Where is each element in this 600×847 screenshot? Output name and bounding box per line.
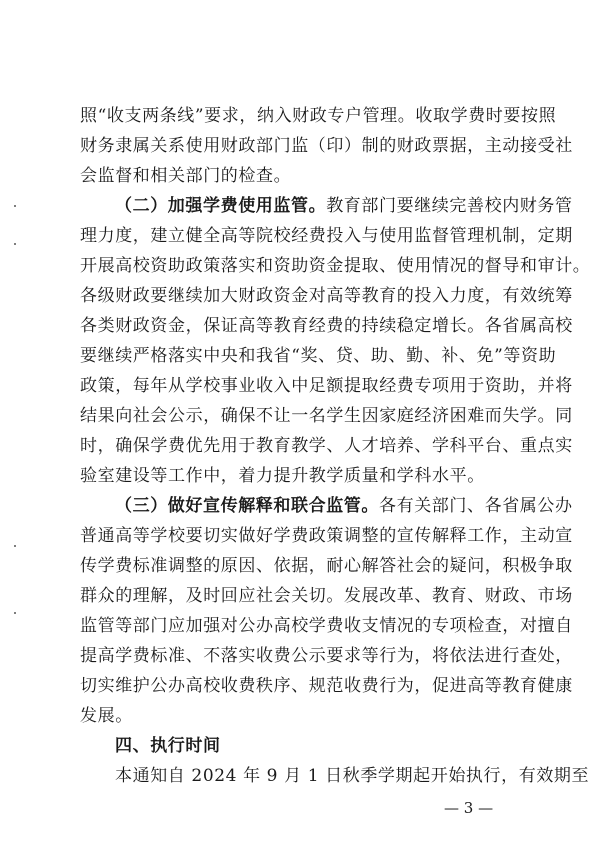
- section-3-first-line-text: 各有关部门、各省属公办: [379, 496, 573, 516]
- body-line: 各级财政要继续加大财政资金对高等教育的投入力度，有效统筹: [80, 286, 573, 306]
- section-3-first-line: [115, 491, 573, 521]
- body-line: 切实维护公办高校收费秩序、规范收费行为，促进高等教育健康: [80, 676, 573, 696]
- body-line: 群众的理解，及时回应社会关切。发展改革、教育、财政、市场: [80, 586, 573, 606]
- section-2-first-line: [115, 191, 573, 221]
- body-line: 监管等部门应加强对公办高校学费收支情况的专项检查，对擅自: [80, 616, 573, 636]
- body-line: 政策，每年从学校事业收入中足额提取经费专项用于资助，并将: [80, 376, 573, 396]
- body-line: 提高学费标准、不落实收费公示要求等行为，将依法进行查处，: [80, 646, 573, 666]
- body-line: 开展高校资助政策落实和资助资金提取、使用情况的督导和审计。: [80, 256, 591, 276]
- body-line: 要继续严格落实中央和我省“奖、贷、助、勤、补、免”等资助: [80, 346, 557, 366]
- body-line: 普通高等学校要切实做好学费政策调整的宣传解释工作，主动宣: [80, 526, 573, 546]
- scan-mark: [14, 205, 16, 207]
- body-line: 照“收支两条线”要求，纳入财政专户管理。收取学费时要按照: [80, 106, 557, 126]
- body-line: 传学费标准调整的原因、依据，耐心解答社会的疑问，积极争取: [80, 556, 573, 576]
- section-2-heading: （二）加强学费使用监管。: [115, 196, 327, 216]
- section-4-heading: 四、执行时间: [115, 736, 221, 756]
- page-number: — 3 —: [444, 799, 494, 817]
- body-line: 时，确保学费优先用于教育教学、人才培养、学科平台、重点实: [80, 436, 573, 456]
- body-line: 本通知自 2024 年 9 月 1 日秋季学期起开始执行，有效期至: [115, 766, 590, 786]
- section-3-heading: （三）做好宣传解释和联合监管。: [115, 496, 379, 516]
- body-line: 发展。: [80, 706, 133, 726]
- body-line: 各类财政资金，保证高等教育经费的持续稳定增长。各省属高校: [80, 316, 573, 336]
- scan-mark: [14, 545, 16, 547]
- body-line: 财务隶属关系使用财政部门监（印）制的财政票据，主动接受社: [80, 136, 573, 156]
- scan-mark: [14, 612, 16, 614]
- body-line: 结果向社会公示，确保不让一名学生因家庭经济困难而失学。同: [80, 406, 573, 426]
- body-line: 会监督和相关部门的检查。: [80, 166, 292, 186]
- body-line: 验室建设等工作中，着力提升教学质量和学科水平。: [80, 466, 485, 486]
- scan-mark: [14, 243, 16, 245]
- body-line: 理力度，建立健全高等院校经费投入与使用监督管理机制，定期: [80, 226, 573, 246]
- section-2-first-line-text: 教育部门要继续完善校内财务管: [326, 196, 573, 216]
